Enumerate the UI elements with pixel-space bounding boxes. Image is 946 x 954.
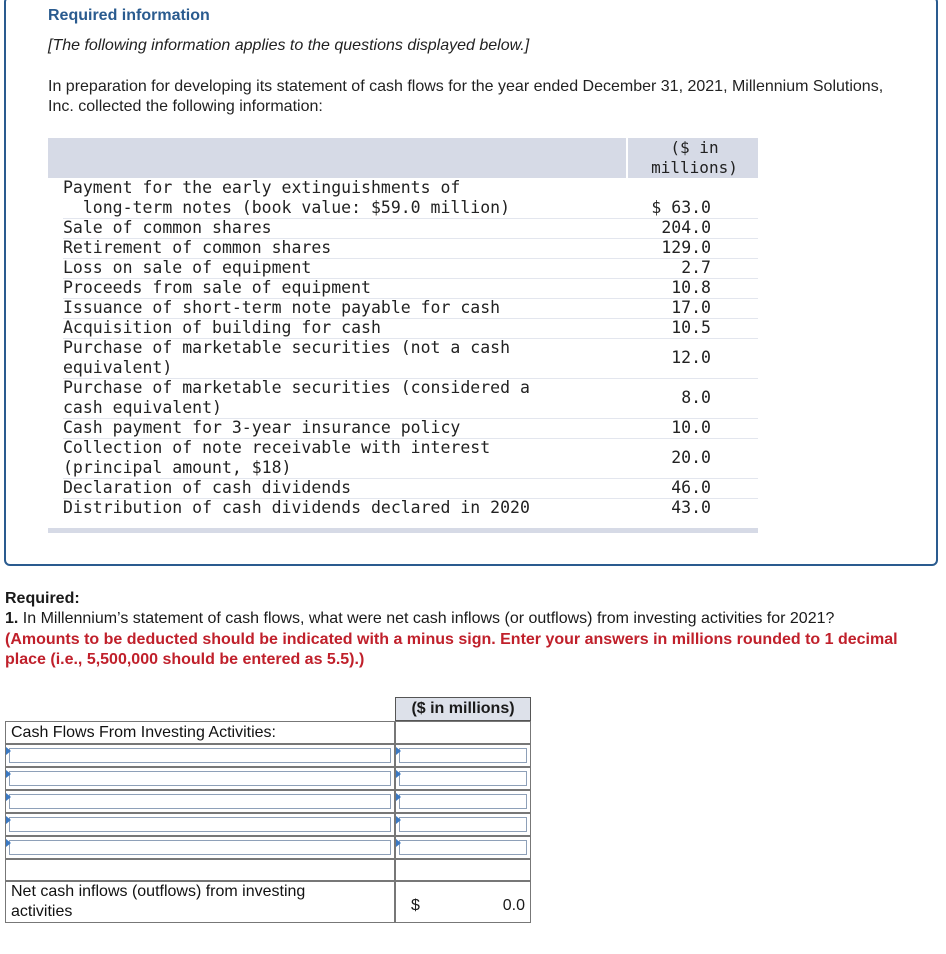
dropdown-indicator-icon [6,839,11,847]
question-text: 1. In Millennium’s statement of cash flows, what were net cash inflows (or outflows) from investing activities for 2021? [5,610,835,627]
table-row-amount: 10.0 [671,418,711,437]
answer-row-value-cell[interactable] [395,767,531,790]
table-row-amount: 10.5 [671,318,711,337]
table-row-amount: 12.0 [671,348,711,367]
answer-row-value-cell[interactable] [395,744,531,767]
instruction-text: (Amounts to be deducted should be indicated with a minus sign. Enter your answers in millions rounded to 1 decimal place (i.e., 5,500,000 should be entered as 5.5).) [5,631,898,668]
answer-row-label-cell[interactable] [5,767,395,790]
table-row-amount: 46.0 [671,478,711,497]
required-heading: Required: [5,590,80,607]
section-label: Cash Flows From Investing Activities: [11,724,276,741]
dropdown-indicator-icon [396,747,401,755]
dropdown-indicator-icon [6,747,11,755]
answer-column-header: ($ in millions) [395,697,531,721]
table-row-label: Distribution of cash dividends declared in 2020 [63,498,530,517]
answer-row-label-cell[interactable] [5,790,395,813]
table-row-label: Declaration of cash dividends [63,478,352,497]
answer-row-value-cell[interactable] [395,790,531,813]
table-row-label: Proceeds from sale of equipment [63,278,371,297]
answer-row-label-cell[interactable] [5,813,395,836]
information-note: [The following information applies to the questions displayed below.] [48,37,530,54]
dropdown-indicator-icon [6,816,11,824]
dropdown-indicator-icon [396,839,401,847]
intro-text: In preparation for developing its statement of cash flows for the year ended December 31, 2021, Millennium Solutions, Inc. collected the following information: [48,78,884,115]
line-item-select[interactable] [9,771,391,786]
answer-table [5,697,531,923]
table-row-label: Acquisition of building for cash [63,318,381,337]
table-row-amount: 43.0 [671,498,711,517]
table-row-amount: 8.0 [681,388,711,407]
table-footer [48,528,758,533]
table-header [48,138,758,178]
table-row-label: Loss on sale of equipment [63,258,312,277]
table-row-label: Purchase of marketable securities (not a cash equivalent) [63,338,511,377]
line-item-select[interactable] [9,794,391,809]
total-value-cell [395,881,531,923]
table-row-amount: 129.0 [661,238,711,257]
table-row-amount: 20.0 [671,448,711,467]
total-label-cont: activities [11,903,73,920]
answer-row-label-cell[interactable] [5,836,395,859]
total-value: 0.0 [502,897,525,914]
answer-row-label-cell[interactable] [5,744,395,767]
total-currency: $ [411,897,420,914]
amount-input[interactable] [399,771,527,786]
table-row-amount: 204.0 [661,218,711,237]
table-row-amount: 2.7 [681,258,711,277]
amount-input[interactable] [399,840,527,855]
line-item-select[interactable] [9,840,391,855]
answer-row-value-cell[interactable] [395,813,531,836]
dropdown-indicator-icon [396,816,401,824]
line-item-select[interactable] [9,817,391,832]
table-row-label: Payment for the early extinguishments of long-term notes (book value: $59.0 million) [63,178,511,217]
table-row-label: Retirement of common shares [63,238,332,257]
table-row-amount: 17.0 [671,298,711,317]
amount-input[interactable] [399,817,527,832]
total-label: Net cash inflows (outflows) from investing [11,883,306,900]
dropdown-indicator-icon [396,770,401,778]
table-row-label: Cash payment for 3-year insurance policy [63,418,461,437]
line-item-select[interactable] [9,748,391,763]
table-row-label: Collection of note receivable with interest (principal amount, $18) [63,438,491,477]
table-row-amount: $ 63.0 [651,198,711,217]
dropdown-indicator-icon [6,793,11,801]
dropdown-indicator-icon [6,770,11,778]
amount-column-header: ($ in millions) [651,138,738,177]
table-row-label: Sale of common shares [63,218,272,237]
required-information-title: Required information [48,7,210,24]
table-row-label: Issuance of short-term note payable for cash [63,298,501,317]
table-row-amount: 10.8 [671,278,711,297]
dropdown-indicator-icon [396,793,401,801]
amount-input[interactable] [399,794,527,809]
table-row-label: Purchase of marketable securities (considered a cash equivalent) [63,378,530,417]
total-label-cell [5,881,395,923]
section-label-cell [5,721,395,744]
answer-row-value-cell[interactable] [395,836,531,859]
amount-input[interactable] [399,748,527,763]
